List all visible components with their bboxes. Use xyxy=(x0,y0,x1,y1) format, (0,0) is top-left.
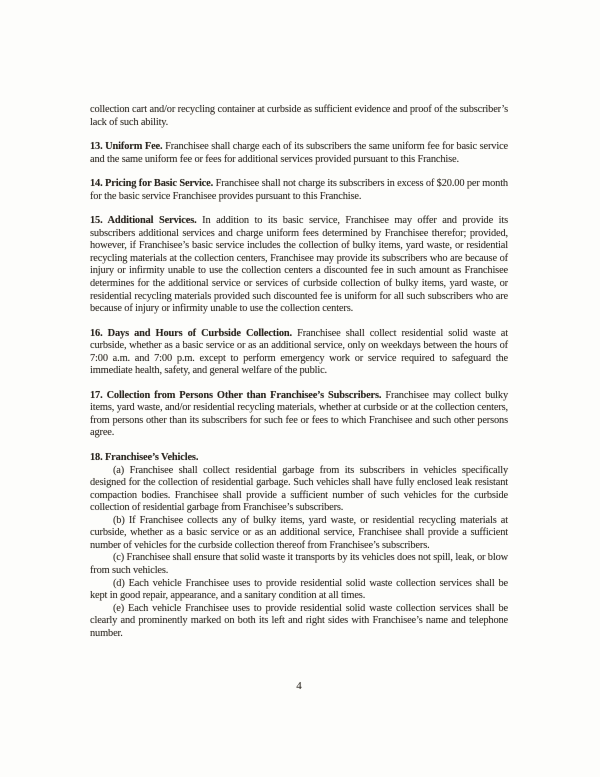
document-text-block xyxy=(90,104,508,640)
section-18-subparagraph-d: (d) Each vehicle Franchisee uses to provide residential solid waste collection services shall be kept in good repair, appearance, and a sanitary condition at all times. xyxy=(90,577,508,602)
section-18-subparagraph-b: (b) If Franchisee collects any of bulky items, yard waste, or residential recycling materials at curbside, whether as a basic service or as an additional service, Franchisee shall provide a sufficient number of vehicles for the curbside collection thereof from Franchisee’s subscribers. xyxy=(90,514,508,551)
section-18-heading: 18. Franchisee’s Vehicles. xyxy=(90,452,199,464)
section-15-heading: 15. Additional Services. xyxy=(90,215,197,227)
section-17-body: Franchisee may collect bulky items, yard waste, and/or residential recycling materials, whether at curbside or at the collection centers, from persons other than its subscribers for such fee or fees to which Franchisee and such other persons agree. xyxy=(90,389,508,439)
section-16-heading: 16. Days and Hours of Curbside Collection. xyxy=(90,327,292,339)
page-number: 4 xyxy=(296,680,302,692)
section-14-body: Franchisee shall not charge its subscribers in excess of $20.00 per month for the basic service Franchisee provides pursuant to this Franchise. xyxy=(90,178,508,202)
section-13-uniform-fee xyxy=(90,141,508,166)
section-18-subparagraph-e: (e) Each vehicle Franchisee uses to provide residential solid waste collection services shall be clearly and prominently marked on both its left and right sides with Franchisee’s name and telephone number. xyxy=(90,602,508,639)
section-18-subparagraph-c: (c) Franchisee shall ensure that solid waste it transports by its vehicles does not spill, leak, or blow from such vehicles. xyxy=(90,552,508,576)
section-18-franchisees-vehicles xyxy=(90,452,508,465)
paragraph-continuation: collection cart and/or recycling container at curbside as sufficient evidence and proof of the subscriber’s lack of such ability. xyxy=(90,104,508,128)
section-13-body: Franchisee shall charge each of its subscribers the same uniform fee for basic service and the same uniform fee or fees for additional services provided pursuant to this Franchise. xyxy=(90,141,509,165)
section-14-heading: 14. Pricing for Basic Service. xyxy=(90,178,214,190)
section-18-subparagraph-a: (a) Franchisee shall collect residential garbage from its subscribers in vehicles specifically designed for the collection of residential garbage. Such vehicles shall have fully enclosed leak resistant compaction bodies. Franchisee shall provide a sufficient number of such vehicles for the curbside collection of residential garbage from Franchisee’s subscribers. xyxy=(90,464,508,514)
section-15-body: In addition to its basic service, Franchisee may offer and provide its subscribers additional services and charge uniform fees determined by Franchisee therefor; provided, however, if Franchisee’s basic service includes the collection of bulky items, yard waste, or residential recycling materials at the collection centers, Franchisee may provide its subscribers who are because of injury or infirmity unable to use the collection centers a discounted fee in such amount as Franchisee determines for the additional service or services of curbside collection of bulky items, yard waste, or residential recycling materials provided such discounted fee is uniform for all such subscribers who are because of injury or infirmity unable to use the collection centers. xyxy=(90,215,508,315)
section-16-days-hours-curbside-collection xyxy=(90,328,508,378)
section-16-body: Franchisee shall collect residential solid waste at curbside, whether as a basic service or as an additional service, only on weekdays between the hours of 7:00 a.m. and 7:00 p.m. except to perform emergency work or service required to safeguard the immediate health, safety, and general welfare of the public. xyxy=(90,327,508,377)
section-17-heading: 17. Collection from Persons Other than Franchisee’s Subscribers. xyxy=(90,389,382,401)
section-15-additional-services xyxy=(90,215,508,315)
section-17-collection-other-persons xyxy=(90,390,508,440)
section-14-pricing-basic-service xyxy=(90,178,508,203)
section-13-heading: 13. Uniform Fee. xyxy=(90,141,163,153)
